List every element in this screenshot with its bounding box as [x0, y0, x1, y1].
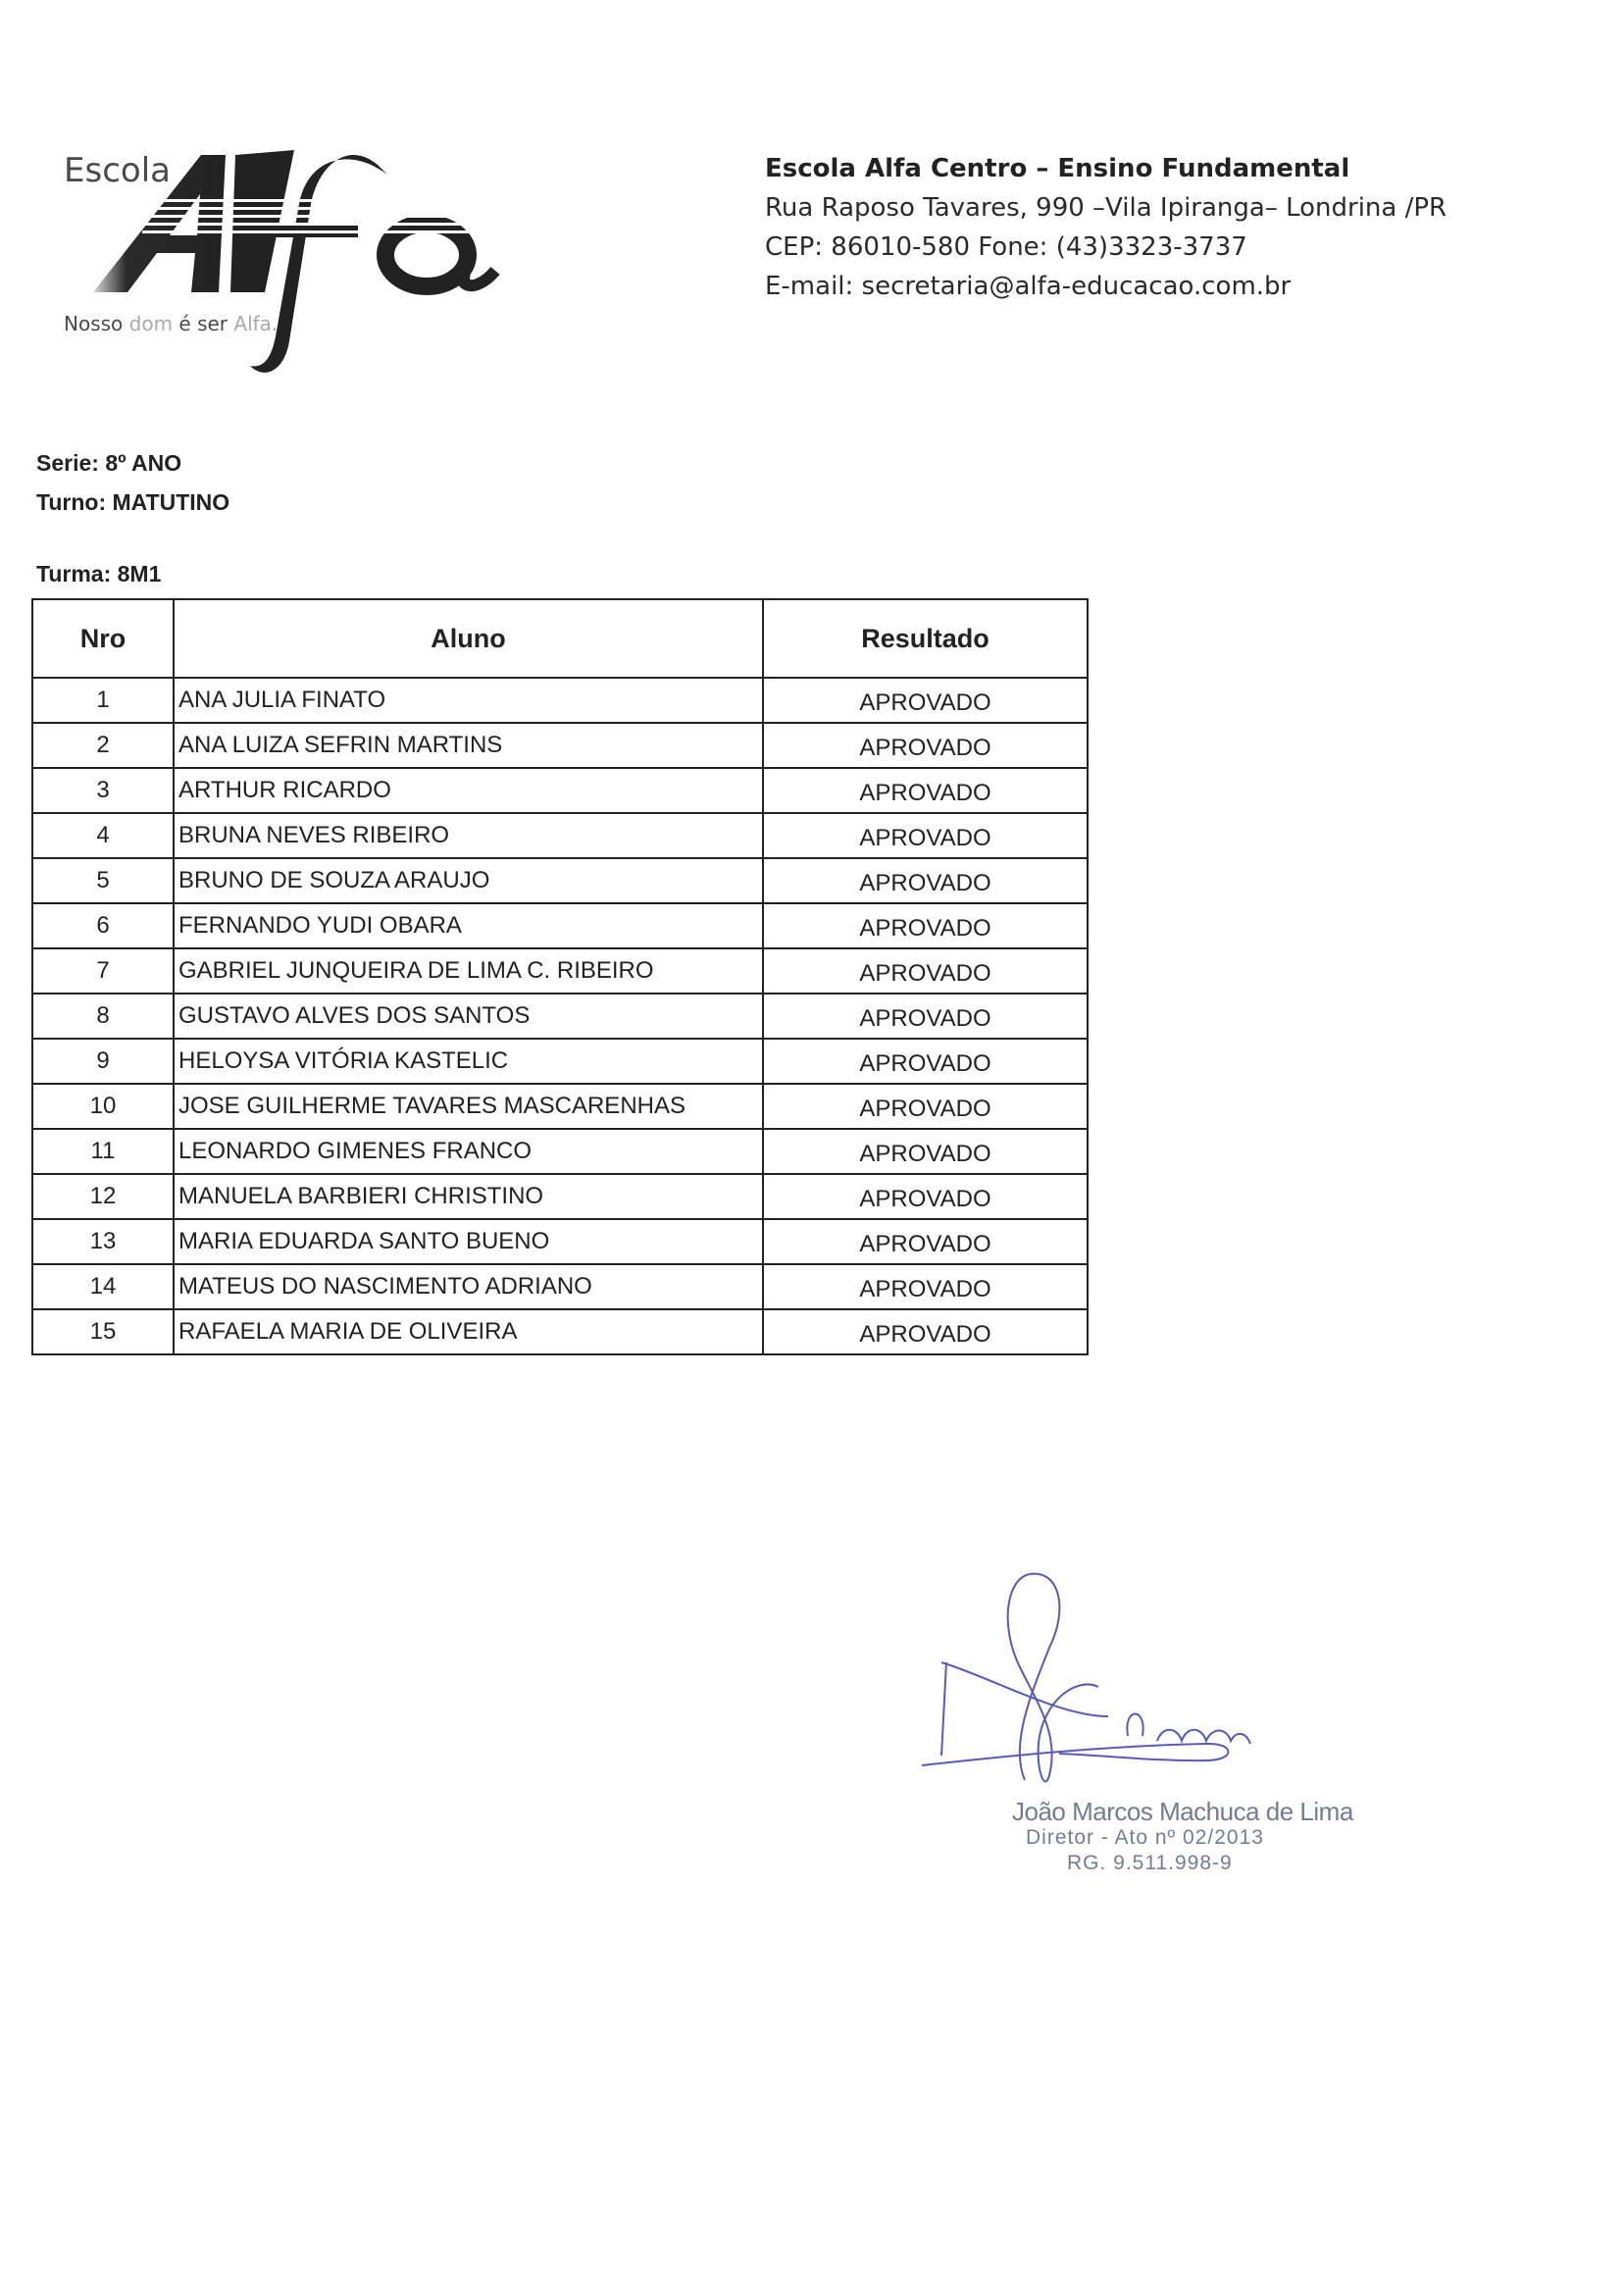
table-row [32, 813, 1088, 858]
table-row [32, 1129, 1088, 1174]
cell-resultado: APROVADO [763, 723, 1088, 768]
cell-resultado: APROVADO [763, 1219, 1088, 1264]
school-address: Rua Raposo Tavares, 990 –Vila Ipiranga– Londrina /PR [765, 193, 1447, 223]
table-row [32, 678, 1088, 723]
cell-resultado: APROVADO [763, 768, 1088, 813]
table-header-row [32, 599, 1088, 678]
turno-label: Turno: MATUTINO [36, 489, 230, 515]
cell-nro: 14 [32, 1264, 174, 1309]
table-row [32, 994, 1088, 1039]
tagline-part: é ser [173, 312, 234, 335]
logo-escola-text: Escola [64, 151, 171, 190]
serie-label: Serie: 8º ANO [36, 450, 182, 476]
signature-role: Diretor - Ato nº 02/2013 [1026, 1826, 1264, 1849]
cell-aluno: BRUNA NEVES RIBEIRO [174, 813, 763, 858]
cell-nro: 2 [32, 723, 174, 768]
table-row [32, 1174, 1088, 1219]
header-aluno: Aluno [174, 599, 763, 678]
cell-resultado: APROVADO [763, 858, 1088, 903]
cell-nro: 6 [32, 903, 174, 948]
school-info [765, 149, 1446, 306]
cell-resultado: APROVADO [763, 903, 1088, 948]
cell-nro: 4 [32, 813, 174, 858]
table-row [32, 723, 1088, 768]
cell-nro: 15 [32, 1309, 174, 1354]
results-table [31, 598, 1089, 1355]
tagline-part: Nosso [64, 312, 129, 335]
cell-nro: 10 [32, 1084, 174, 1129]
header-nro: Nro [32, 599, 174, 678]
cell-resultado: APROVADO [763, 1129, 1088, 1174]
school-logo [54, 145, 564, 381]
tagline-part: Alfa. [233, 312, 279, 335]
cell-nro: 1 [32, 678, 174, 723]
table-row [32, 903, 1088, 948]
cell-aluno: JOSE GUILHERME TAVARES MASCARENHAS [174, 1084, 763, 1129]
class-meta [36, 443, 229, 522]
cell-aluno: MANUELA BARBIERI CHRISTINO [174, 1174, 763, 1219]
table-row [32, 1219, 1088, 1264]
table-row [32, 948, 1088, 994]
cell-aluno: ANA JULIA FINATO [174, 678, 763, 723]
cell-resultado: APROVADO [763, 948, 1088, 994]
cell-aluno: BRUNO DE SOUZA ARAUJO [174, 858, 763, 903]
table-row [32, 1084, 1088, 1129]
cell-resultado: APROVADO [763, 994, 1088, 1039]
table-row [32, 768, 1088, 813]
director-signature [912, 1569, 1353, 1903]
school-cep-phone: CEP: 86010-580 Fone: (43)3323-3737 [765, 232, 1247, 262]
cell-aluno: ANA LUIZA SEFRIN MARTINS [174, 723, 763, 768]
cell-aluno: RAFAELA MARIA DE OLIVEIRA [174, 1309, 763, 1354]
signature-name: João Marcos Machuca de Lima [1012, 1797, 1353, 1826]
logo-tagline [64, 312, 278, 335]
table-row [32, 1264, 1088, 1309]
cell-aluno: HELOYSA VITÓRIA KASTELIC [174, 1039, 763, 1084]
cell-resultado: APROVADO [763, 1309, 1088, 1354]
cell-nro: 3 [32, 768, 174, 813]
cell-aluno: MATEUS DO NASCIMENTO ADRIANO [174, 1264, 763, 1309]
cell-nro: 8 [32, 994, 174, 1039]
cell-resultado: APROVADO [763, 813, 1088, 858]
cell-nro: 5 [32, 858, 174, 903]
cell-nro: 11 [32, 1129, 174, 1174]
table-row [32, 1039, 1088, 1084]
school-title: Escola Alfa Centro – Ensino Fundamental [765, 154, 1350, 183]
cell-nro: 9 [32, 1039, 174, 1084]
cell-aluno: MARIA EDUARDA SANTO BUENO [174, 1219, 763, 1264]
cell-aluno: FERNANDO YUDI OBARA [174, 903, 763, 948]
cell-aluno: GABRIEL JUNQUEIRA DE LIMA C. RIBEIRO [174, 948, 763, 994]
table-row [32, 1309, 1088, 1354]
turma-label: Turma: 8M1 [36, 561, 162, 586]
cell-aluno: ARTHUR RICARDO [174, 768, 763, 813]
cell-resultado: APROVADO [763, 1084, 1088, 1129]
cell-resultado: APROVADO [763, 678, 1088, 723]
cell-nro: 12 [32, 1174, 174, 1219]
cell-resultado: APROVADO [763, 1264, 1088, 1309]
table-row [32, 858, 1088, 903]
cell-nro: 13 [32, 1219, 174, 1264]
header-resultado: Resultado [763, 599, 1088, 678]
signature-rg: RG. 9.511.998-9 [1067, 1852, 1233, 1874]
tagline-part: dom [128, 312, 174, 335]
table-body [32, 678, 1088, 1354]
cell-resultado: APROVADO [763, 1039, 1088, 1084]
school-email: E-mail: secretaria@alfa-educacao.com.br [765, 272, 1292, 301]
cell-nro: 7 [32, 948, 174, 994]
cell-resultado: APROVADO [763, 1174, 1088, 1219]
cell-aluno: LEONARDO GIMENES FRANCO [174, 1129, 763, 1174]
cell-aluno: GUSTAVO ALVES DOS SANTOS [174, 994, 763, 1039]
